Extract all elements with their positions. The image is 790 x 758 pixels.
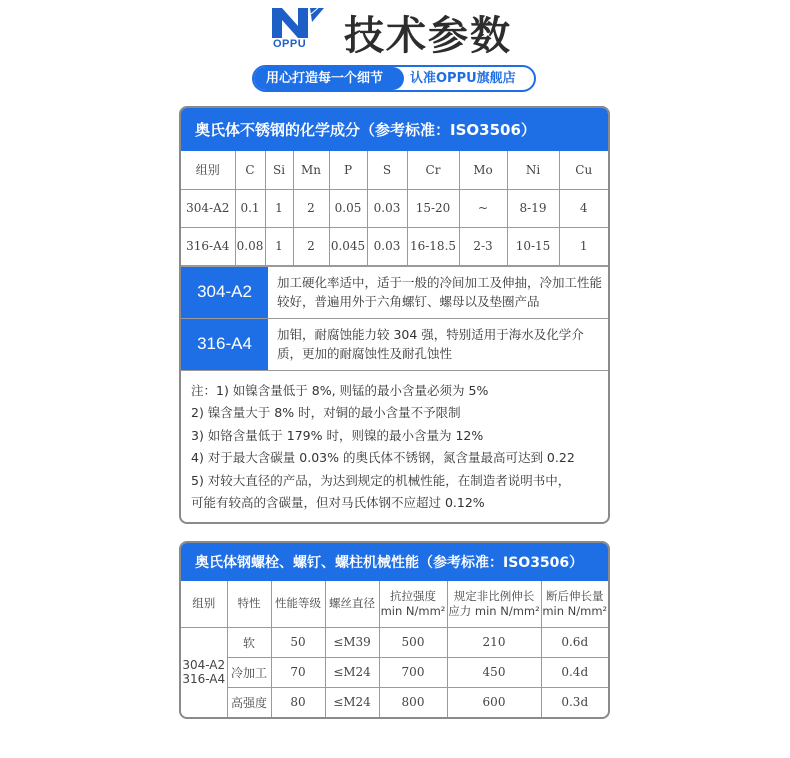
note-line: 3) 如铬含量低于 179% 时，则镍的最小含量为 12% (191, 427, 484, 443)
chem-cell: 1 (265, 227, 293, 265)
mech-table (181, 581, 608, 718)
chem-cell: ~ (459, 189, 507, 227)
chem-cell: 0.1 (235, 189, 265, 227)
notes-block (181, 370, 608, 515)
slogan-left: 用心打造每一个细节 (254, 67, 404, 90)
mech-cell: 210 (447, 627, 541, 657)
mech-cell: 700 (379, 657, 447, 687)
page-header (0, 0, 790, 100)
page-title: 技术参数 (344, 13, 512, 59)
mechanical-properties-panel (179, 541, 610, 719)
chem-cell: 8-19 (507, 189, 559, 227)
mech-header-cell: 断后伸长量 min N/mm² (541, 581, 608, 627)
mech-cell: 450 (447, 657, 541, 687)
mech-cell: 冷加工 (227, 657, 271, 687)
chem-header-cell: P (329, 151, 367, 189)
mech-panel-title: 奥氏体钢螺栓、螺钉、螺柱机械性能（参考标准：ISO3506） (181, 543, 608, 581)
chem-header-cell: Ni (507, 151, 559, 189)
note-line: 注：1) 如镍含量低于 8%, 则锰的最小含量必须为 5% (191, 382, 489, 398)
chem-cell: 0.08 (235, 227, 265, 265)
note-line: 5) 对较大直径的产品，为达到规定的机械性能，在制造者说明书中， (191, 472, 571, 488)
chem-cell: 1 (559, 227, 608, 265)
chem-cell: 2-3 (459, 227, 507, 265)
note-line: 2) 镍含量大于 8% 时，对铜的最小含量不予限制 (191, 405, 461, 420)
chemical-composition-panel (179, 106, 610, 524)
mech-cell: ≤M24 (325, 687, 379, 717)
chem-header-cell: S (367, 151, 407, 189)
chem-cell: 15-20 (407, 189, 459, 227)
mech-cell: 0.4d (541, 657, 608, 687)
slogan-right: 认准OPPU旗舰店 (410, 71, 516, 86)
note-line: 4) 对于最大含碳量 0.03% 的奥氏体不锈钢，氮含量最高可达到 0.22 (191, 450, 575, 465)
chem-header-cell: 组别 (181, 151, 235, 189)
mech-header-cell: 组别 (181, 581, 227, 627)
table-row (181, 657, 608, 687)
chem-header-cell: Cu (559, 151, 608, 189)
chem-cell: 4 (559, 189, 608, 227)
chem-cell: 0.045 (329, 227, 367, 265)
chem-cell: 16-18.5 (407, 227, 459, 265)
chem-header-cell: Cr (407, 151, 459, 189)
mech-cell: 50 (271, 627, 325, 657)
chem-cell: 0.05 (329, 189, 367, 227)
mech-cell: 80 (271, 687, 325, 717)
mech-header-cell: 性能等级 (271, 581, 325, 627)
chem-cell: 10-15 (507, 227, 559, 265)
desc-text: 加钼，耐腐蚀能力较 304 强，特别适用于海水及化学介质，更加的耐腐蚀性及耐孔蚀性 (277, 326, 584, 361)
logo-text: OPPU (273, 38, 307, 50)
mech-header-cell: 规定非比例伸长 应力 min N/mm² (447, 581, 541, 627)
chem-cell: 316-A4 (181, 227, 235, 265)
chem-panel-title: 奥氏体不锈钢的化学成分（参考标准：ISO3506） (181, 108, 608, 151)
desc-text: 加工硬化率适中，适于一般的冷间加工及伸抽，冷加工性能较好，普遍用外于六角螺钉、螺母以及垫圈产品 (277, 274, 603, 309)
table-row (181, 687, 608, 717)
mech-cell: 0.3d (541, 687, 608, 717)
chem-cell: 0.03 (367, 189, 407, 227)
mech-cell: 800 (379, 687, 447, 717)
table-row (181, 627, 608, 657)
table-row (181, 189, 608, 227)
mech-cell: 0.6d (541, 627, 608, 657)
chem-cell: 0.03 (367, 227, 407, 265)
chem-cell: 1 (265, 189, 293, 227)
desc-code-label: 304-A2 (181, 267, 268, 318)
mech-cell: ≤M24 (325, 657, 379, 687)
chem-table (181, 151, 608, 266)
desc-code-label: 316-A4 (181, 319, 268, 370)
chem-cell: 304-A2 (181, 189, 235, 227)
desc-row-316 (181, 318, 608, 370)
chem-header-row (181, 151, 608, 189)
chem-header-cell: Si (265, 151, 293, 189)
chem-cell: 2 (293, 227, 329, 265)
chem-header-cell: C (235, 151, 265, 189)
mech-header-cell: 特性 (227, 581, 271, 627)
slogan-badge (252, 65, 536, 92)
mech-header-cell: 螺丝直径 (325, 581, 379, 627)
chem-header-cell: Mo (459, 151, 507, 189)
mech-cell: ≤M39 (325, 627, 379, 657)
mech-header-row (181, 581, 608, 627)
mech-cell: 500 (379, 627, 447, 657)
mech-cell: 软 (227, 627, 271, 657)
mech-header-cell: 抗拉强度 min N/mm² (379, 581, 447, 627)
mech-group-cell: 304-A2 316-A4 (181, 627, 227, 717)
desc-row-304 (181, 266, 608, 318)
chem-cell: 2 (293, 189, 329, 227)
mech-cell: 高强度 (227, 687, 271, 717)
mech-cell: 70 (271, 657, 325, 687)
chem-header-cell: Mn (293, 151, 329, 189)
note-line: 可能有较高的含碳量，但对马氏体钢不应超过 0.12% (191, 495, 485, 510)
table-row (181, 227, 608, 265)
mech-cell: 600 (447, 687, 541, 717)
